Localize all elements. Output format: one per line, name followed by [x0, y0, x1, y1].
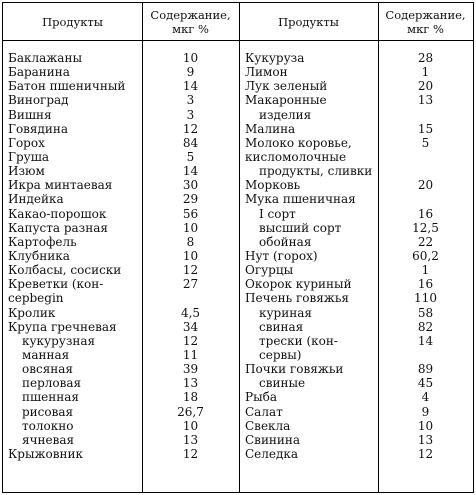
table-row	[8, 291, 238, 305]
content-value: 5	[186, 149, 195, 164]
product-name: Говядина	[8, 121, 69, 136]
content-value: 10	[182, 51, 199, 65]
content-value: 13	[182, 432, 199, 447]
content-value: 16	[417, 206, 434, 221]
table-row	[245, 362, 473, 376]
product-name: рисовая	[22, 404, 74, 419]
product-name: толокно	[22, 418, 74, 433]
product-name: Рыба	[245, 390, 278, 405]
content-value: 22	[417, 234, 434, 249]
content-value: 16	[417, 277, 434, 292]
table-row	[245, 65, 473, 79]
product-name: Печень говяжья	[245, 291, 349, 306]
table-row	[245, 348, 473, 362]
content-value: 15	[417, 121, 434, 136]
content-value: 4	[421, 390, 430, 405]
table-row	[245, 390, 473, 404]
table-row	[245, 376, 473, 390]
content-value: 56	[182, 206, 199, 221]
product-name: свиные	[259, 376, 306, 391]
table-row	[8, 263, 238, 277]
table-row	[8, 221, 238, 235]
content-value: 13	[417, 432, 434, 447]
table-row	[245, 79, 473, 93]
content-value: 110	[414, 291, 437, 306]
product-name: Свинина	[245, 432, 301, 447]
product-name: Батон пшеничный	[8, 79, 126, 94]
table-row	[8, 207, 238, 221]
content-value: 14	[417, 333, 434, 348]
content-value: 12	[182, 121, 199, 136]
table-row	[8, 249, 238, 263]
product-name: куриная	[259, 305, 312, 320]
content-value: 34	[182, 319, 199, 334]
content-value: 60,2	[412, 248, 439, 263]
table-row	[245, 122, 473, 136]
content-value: 12	[182, 263, 199, 278]
header-products-left	[3, 3, 142, 41]
product-name: изделия	[259, 107, 312, 122]
product-name: Картофель	[8, 234, 77, 249]
product-name: высший сорт	[259, 220, 342, 235]
content-value: 3	[186, 93, 195, 108]
table-row	[8, 65, 238, 79]
content-value: 10	[182, 248, 199, 263]
header-content-right	[378, 3, 473, 41]
table-row	[245, 207, 473, 221]
product-name: Вишня	[8, 107, 52, 122]
content-value: 8	[186, 234, 195, 249]
product-name: Капуста разная	[8, 220, 108, 235]
product-name: овсяная	[22, 362, 73, 377]
product-name: Лук зеленый	[245, 79, 328, 94]
product-name: Нут (горох)	[245, 248, 318, 263]
content-value: 4,5	[180, 305, 201, 320]
content-value: 26,7	[177, 404, 204, 419]
content-value: 58	[417, 305, 434, 320]
product-name: продукты, сливки	[259, 164, 373, 179]
content-value: 14	[182, 79, 199, 94]
right-product-list	[245, 51, 473, 461]
product-name: Кролик	[8, 305, 56, 320]
product-name: Виноград	[8, 93, 69, 108]
header-content-left	[142, 3, 239, 41]
product-name: Кукуруза	[245, 51, 305, 65]
product-name: Молоко коровье,	[245, 135, 352, 150]
product-name: Баранина	[8, 65, 70, 80]
content-value: 12	[182, 446, 199, 461]
table-row	[245, 263, 473, 277]
table-row	[245, 192, 473, 206]
table-row	[8, 164, 238, 178]
table-row	[8, 433, 238, 447]
product-name: Салат	[245, 404, 283, 419]
product-name: Лимон	[245, 65, 288, 80]
content-value: 5	[421, 135, 430, 150]
content-value: 20	[417, 79, 434, 94]
content-value: 1	[421, 65, 430, 80]
product-name: сервы)	[259, 347, 302, 362]
product-name: кукурузная	[22, 333, 96, 348]
table-row	[8, 277, 238, 291]
content-value: 11	[182, 347, 199, 362]
product-name: Креветки (кон-	[8, 277, 104, 292]
content-value: 9	[421, 404, 430, 419]
product-name: Колбасы, сосиски	[8, 263, 122, 278]
table-row	[245, 164, 473, 178]
table-row	[245, 108, 473, 122]
table-row	[8, 51, 238, 65]
table-row	[245, 419, 473, 433]
product-name: Морковь	[245, 178, 301, 193]
product-name: Крыжовник	[8, 446, 84, 461]
content-value: 30	[182, 178, 199, 193]
product-name: Свекла	[245, 418, 291, 433]
content-value: 3	[186, 107, 195, 122]
table-row	[8, 108, 238, 122]
header-content-right-label: Содержание,	[385, 8, 466, 22]
column-divider	[239, 3, 240, 492]
table-row	[8, 93, 238, 107]
product-name: Мука пшеничная	[245, 192, 356, 207]
content-value: 89	[417, 362, 434, 377]
table-row	[8, 334, 238, 348]
table-row	[245, 334, 473, 348]
content-value: 12	[182, 333, 199, 348]
product-name: манная	[22, 347, 70, 362]
table-row	[8, 136, 238, 150]
table-row	[8, 122, 238, 136]
table-row	[245, 291, 473, 305]
table-row	[8, 235, 238, 249]
table-row	[8, 320, 238, 334]
header-unit-right-label: мкг %	[407, 22, 444, 36]
content-value: 10	[417, 418, 434, 433]
content-value: 27	[182, 277, 199, 292]
table-row	[245, 51, 473, 65]
content-value: 18	[182, 390, 199, 405]
product-name: Малина	[245, 121, 296, 136]
product-name: серbegin	[8, 291, 64, 306]
product-name: Огурцы	[245, 263, 294, 278]
content-value: 29	[182, 192, 199, 207]
table-row	[245, 150, 473, 164]
table-row	[8, 306, 238, 320]
table-row	[245, 178, 473, 192]
table-row	[245, 447, 473, 461]
table-row	[8, 348, 238, 362]
content-value: 13	[182, 376, 199, 391]
content-value: 1	[421, 263, 430, 278]
table-row	[245, 306, 473, 320]
table-row	[245, 235, 473, 249]
table-row	[245, 136, 473, 150]
product-name: перловая	[22, 376, 82, 391]
product-name: I сорт	[259, 206, 296, 221]
product-name: Макаронные	[245, 93, 327, 108]
product-name: Индейка	[8, 192, 64, 207]
table-row	[8, 362, 238, 376]
table-row	[8, 447, 238, 461]
product-name: Груша	[8, 149, 49, 164]
table-row	[245, 320, 473, 334]
table-row	[8, 192, 238, 206]
table-row	[245, 277, 473, 291]
product-name: ячневая	[22, 432, 75, 447]
product-name: Селедка	[245, 446, 299, 461]
header-products-right-label: Продукты	[278, 15, 339, 29]
product-name: Крупа гречневая	[8, 319, 117, 334]
content-value: 9	[186, 65, 195, 80]
product-name: Горох	[8, 135, 45, 150]
content-value: 82	[417, 319, 434, 334]
table-row	[245, 93, 473, 107]
content-value: 20	[417, 178, 434, 193]
table-row	[8, 390, 238, 404]
product-name: трески (кон-	[259, 333, 338, 348]
product-name: Какао-порошок	[8, 206, 107, 221]
content-value: 45	[417, 376, 434, 391]
header-unit-left-label: мкг %	[172, 22, 209, 36]
table-row	[245, 433, 473, 447]
header-products-right	[239, 3, 378, 41]
table-row	[245, 405, 473, 419]
content-value: 14	[182, 164, 199, 179]
content-value: 13	[417, 93, 434, 108]
table-row	[8, 376, 238, 390]
table-row	[8, 419, 238, 433]
content-value: 84	[182, 135, 199, 150]
product-name: Окорок куриный	[245, 277, 352, 292]
content-value: 39	[182, 362, 199, 377]
product-name: Баклажаны	[8, 51, 82, 65]
product-name: свиная	[259, 319, 304, 334]
content-value: 28	[417, 51, 434, 65]
product-name: кисломолочные	[245, 149, 347, 164]
product-name: Икра минтаевая	[8, 178, 113, 193]
table-row	[245, 221, 473, 235]
product-name: Почки говяжьи	[245, 362, 344, 377]
table-row	[245, 249, 473, 263]
table-row	[8, 150, 238, 164]
product-name: Изюм	[8, 164, 45, 179]
table-row	[8, 178, 238, 192]
content-value: 10	[182, 220, 199, 235]
header-content-left-label: Содержание,	[150, 8, 231, 22]
left-product-list	[8, 51, 238, 461]
product-name: обойная	[259, 234, 312, 249]
content-value: 12	[417, 446, 434, 461]
content-value: 10	[182, 418, 199, 433]
table-row	[8, 79, 238, 93]
product-name: Клубника	[8, 248, 70, 263]
header-products-left-label: Продукты	[42, 15, 103, 29]
nutrient-table	[2, 2, 474, 493]
table-row	[8, 405, 238, 419]
content-value: 12,5	[412, 220, 439, 235]
product-name: пшенная	[22, 390, 79, 405]
